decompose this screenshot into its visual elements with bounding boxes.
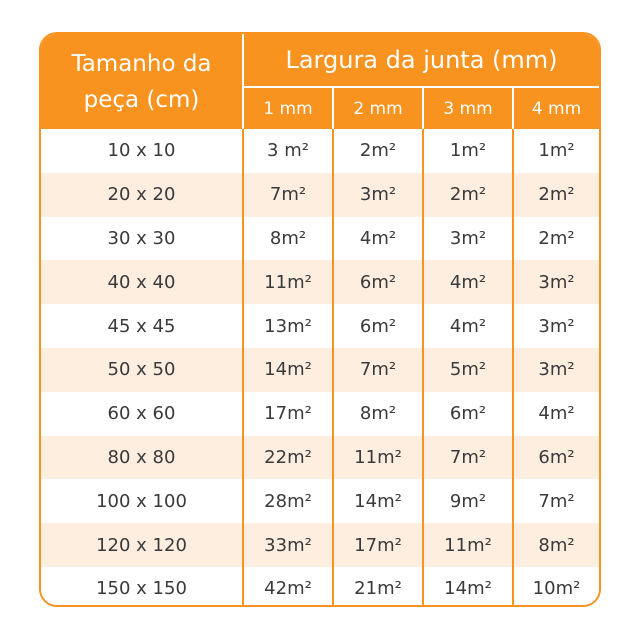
coverage-cell: 3m² [423,217,513,261]
coverage-cell: 2m² [513,173,599,217]
table-row [41,523,599,567]
coverage-cell: 1m² [423,129,513,173]
coverage-cell: 9m² [423,479,513,523]
coverage-cell: 7m² [243,173,333,217]
coverage-cell: 11m² [333,436,423,480]
piece-size-cell: 60 x 60 [41,392,243,436]
piece-size-cell: 40 x 40 [41,260,243,304]
piece-size-cell: 120 x 120 [41,523,243,567]
coverage-cell: 4m² [513,392,599,436]
coverage-cell: 42m² [243,567,333,607]
piece-size-cell: 30 x 30 [41,217,243,261]
table-row [41,436,599,480]
coverage-cell: 6m² [423,392,513,436]
coverage-cell: 5m² [423,348,513,392]
piece-size-cell: 50 x 50 [41,348,243,392]
table-row [41,348,599,392]
header-col-2mm: 2 mm [333,87,423,129]
coverage-cell: 4m² [423,260,513,304]
table-row [41,217,599,261]
piece-size-cell: 45 x 45 [41,304,243,348]
coverage-cell: 14m² [243,348,333,392]
coverage-cell: 14m² [333,479,423,523]
table-row [41,173,599,217]
coverage-cell: 14m² [423,567,513,607]
header-col-1mm: 1 mm [243,87,333,129]
coverage-cell: 8m² [513,523,599,567]
coverage-cell: 13m² [243,304,333,348]
table-row [41,567,599,607]
header-col-3mm: 3 mm [423,87,513,129]
table-row [41,392,599,436]
coverage-cell: 8m² [243,217,333,261]
piece-size-cell: 100 x 100 [41,479,243,523]
header-piece-size: Tamanho da peça (cm) [41,34,243,129]
header-col-4mm: 4 mm [513,87,599,129]
coverage-cell: 6m² [333,260,423,304]
coverage-cell: 1m² [513,129,599,173]
coverage-cell: 3m² [513,348,599,392]
joint-width-table [41,34,599,607]
table-row [41,479,599,523]
coverage-cell: 28m² [243,479,333,523]
coverage-cell: 2m² [333,129,423,173]
coverage-cell: 6m² [513,436,599,480]
coverage-cell: 3m² [513,260,599,304]
joint-width-table-card [39,32,601,607]
piece-size-cell: 80 x 80 [41,436,243,480]
coverage-cell: 17m² [333,523,423,567]
coverage-cell: 4m² [333,217,423,261]
coverage-cell: 11m² [423,523,513,567]
piece-size-cell: 20 x 20 [41,173,243,217]
coverage-cell: 7m² [513,479,599,523]
table-row [41,260,599,304]
coverage-cell: 3m² [333,173,423,217]
table-row [41,304,599,348]
coverage-cell: 2m² [513,217,599,261]
coverage-cell: 6m² [333,304,423,348]
coverage-cell: 2m² [423,173,513,217]
coverage-cell: 7m² [423,436,513,480]
coverage-cell: 11m² [243,260,333,304]
coverage-cell: 21m² [333,567,423,607]
coverage-cell: 33m² [243,523,333,567]
table-body [41,129,599,607]
coverage-cell: 10m² [513,567,599,607]
coverage-cell: 8m² [333,392,423,436]
coverage-cell: 3m² [513,304,599,348]
coverage-cell: 22m² [243,436,333,480]
header-joint-width: Largura da junta (mm) [243,34,599,87]
coverage-cell: 3 m² [243,129,333,173]
coverage-cell: 7m² [333,348,423,392]
coverage-cell: 4m² [423,304,513,348]
piece-size-cell: 150 x 150 [41,567,243,607]
coverage-cell: 17m² [243,392,333,436]
table-row [41,129,599,173]
piece-size-cell: 10 x 10 [41,129,243,173]
